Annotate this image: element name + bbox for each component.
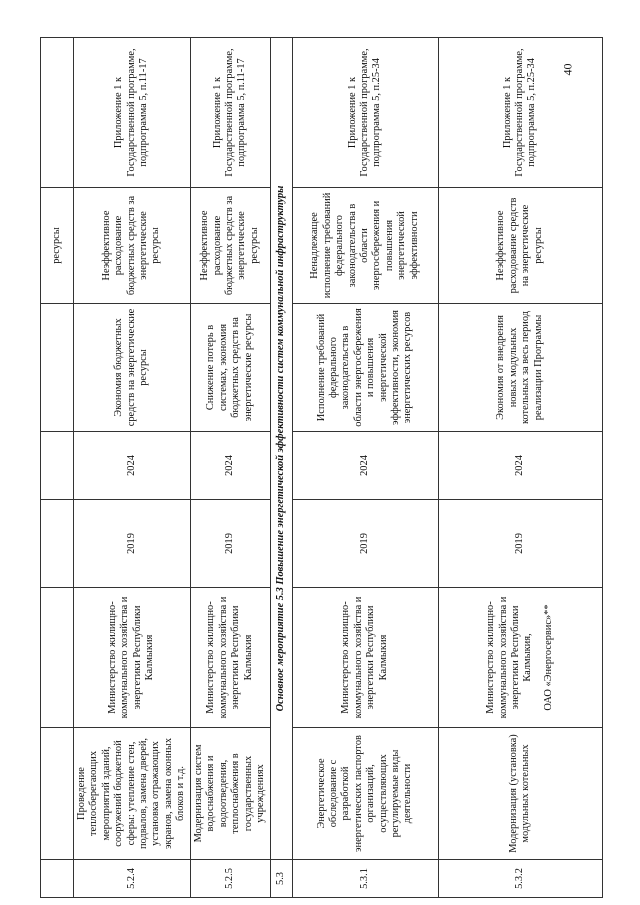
executor-cell: Министерство жилищно-коммунального хозяйства и энергетики Республики Калмыкия [292,588,438,728]
end-year: 2024 [190,432,270,500]
start-year: 2019 [74,500,191,588]
consequence-cell: Неэффективное расходование бюджетных средств за энергетические ресурсы [190,188,270,304]
link-cell: Приложение 1 к Государственной программе, подпрограмма 5, п.25-34 [438,38,602,188]
executor-secondary: ОАО «Энергосервис»** [542,604,554,711]
section-number: 5.3 [270,860,292,898]
table-row [41,38,74,898]
rotated-table-wrapper [40,38,578,898]
measure-name: Проведение теплосберегающих мероприятий зданий, сооружений бюджетной сферы: утепление стен, подвалов, замена дверей, установка отражающих экранов, замена оконных блоков и т.д. [74,728,191,860]
measures-table [40,37,603,898]
section-title: Основное мероприятие 5.3 Повышение энергетической эффективности систем коммунальной инфраструктуры [270,38,292,860]
executor-cell [438,588,602,728]
start-year: 2019 [438,500,602,588]
section-row [270,38,292,898]
consequence-cell: Неэффективное расходование средств на энергетические ресурсы [438,188,602,304]
start-year: 2019 [190,500,270,588]
table-row [438,38,602,898]
expected-result: Исполнение требований федерального законодательства в области энергосбережения и повышения энергетической эффективности, экономия энергетических ресурсов [292,304,438,432]
expected-result: Экономия от внедрения новых модульных котельных за весь период реализации Программы [438,304,602,432]
link-cell: Приложение 1 к Государственной программе, подпрограмма 5, п.11-17 [74,38,191,188]
row-number: 5.2.5 [190,860,270,898]
measure-name: Модернизация систем водоснабжения и водоотведения, теплоснабжения в государственных учреждениях [190,728,270,860]
row-number: 5.2.4 [74,860,191,898]
executor-primary: Министерство жилищно-коммунального хозяйства и энергетики Республики Калмыкия, [485,596,534,719]
link-cell: Приложение 1 к Государственной программе, подпрограмма 5, п.11-17 [190,38,270,188]
table-row [74,38,191,898]
table-row [292,38,438,898]
executor-cell: Министерство жилищно-коммунального хозяйства и энергетики Республики Калмыкия [74,588,191,728]
end-year: 2024 [438,432,602,500]
start-year: 2019 [292,500,438,588]
page-number: 40 [560,63,575,76]
consequence-cell: ресурсы [41,188,74,304]
row-number: 5.3.2 [438,860,602,898]
measure-name: Модернизация (установка) модульных котельных [438,728,602,860]
end-year: 2024 [74,432,191,500]
expected-result: Снижение потерь в системах, экономия бюджетных средств на энергетические ресурсы [190,304,270,432]
row-number: 5.3.1 [292,860,438,898]
measure-name: Энергетическое обследование с разработкой энергетических паспортов организаций, осуществляющих регулируемые виды деятельности [292,728,438,860]
executor-cell: Министерство жилищно-коммунального хозяйства и энергетики Республики Калмыкия [190,588,270,728]
consequence-cell: Неэффективное расходование бюджетных средств за энергетические ресурсы [74,188,191,304]
table-row [190,38,270,898]
end-year: 2024 [292,432,438,500]
consequence-cell: Ненадлежащее исполнение требований федерального законодательства в области энергосбережения и повышения энергетической эффективности [292,188,438,304]
link-cell: Приложение 1 к Государственной программе, подпрограмма 5, п.25-34 [292,38,438,188]
expected-result: Экономия бюджетных средств на энергетические ресурсы [74,304,191,432]
